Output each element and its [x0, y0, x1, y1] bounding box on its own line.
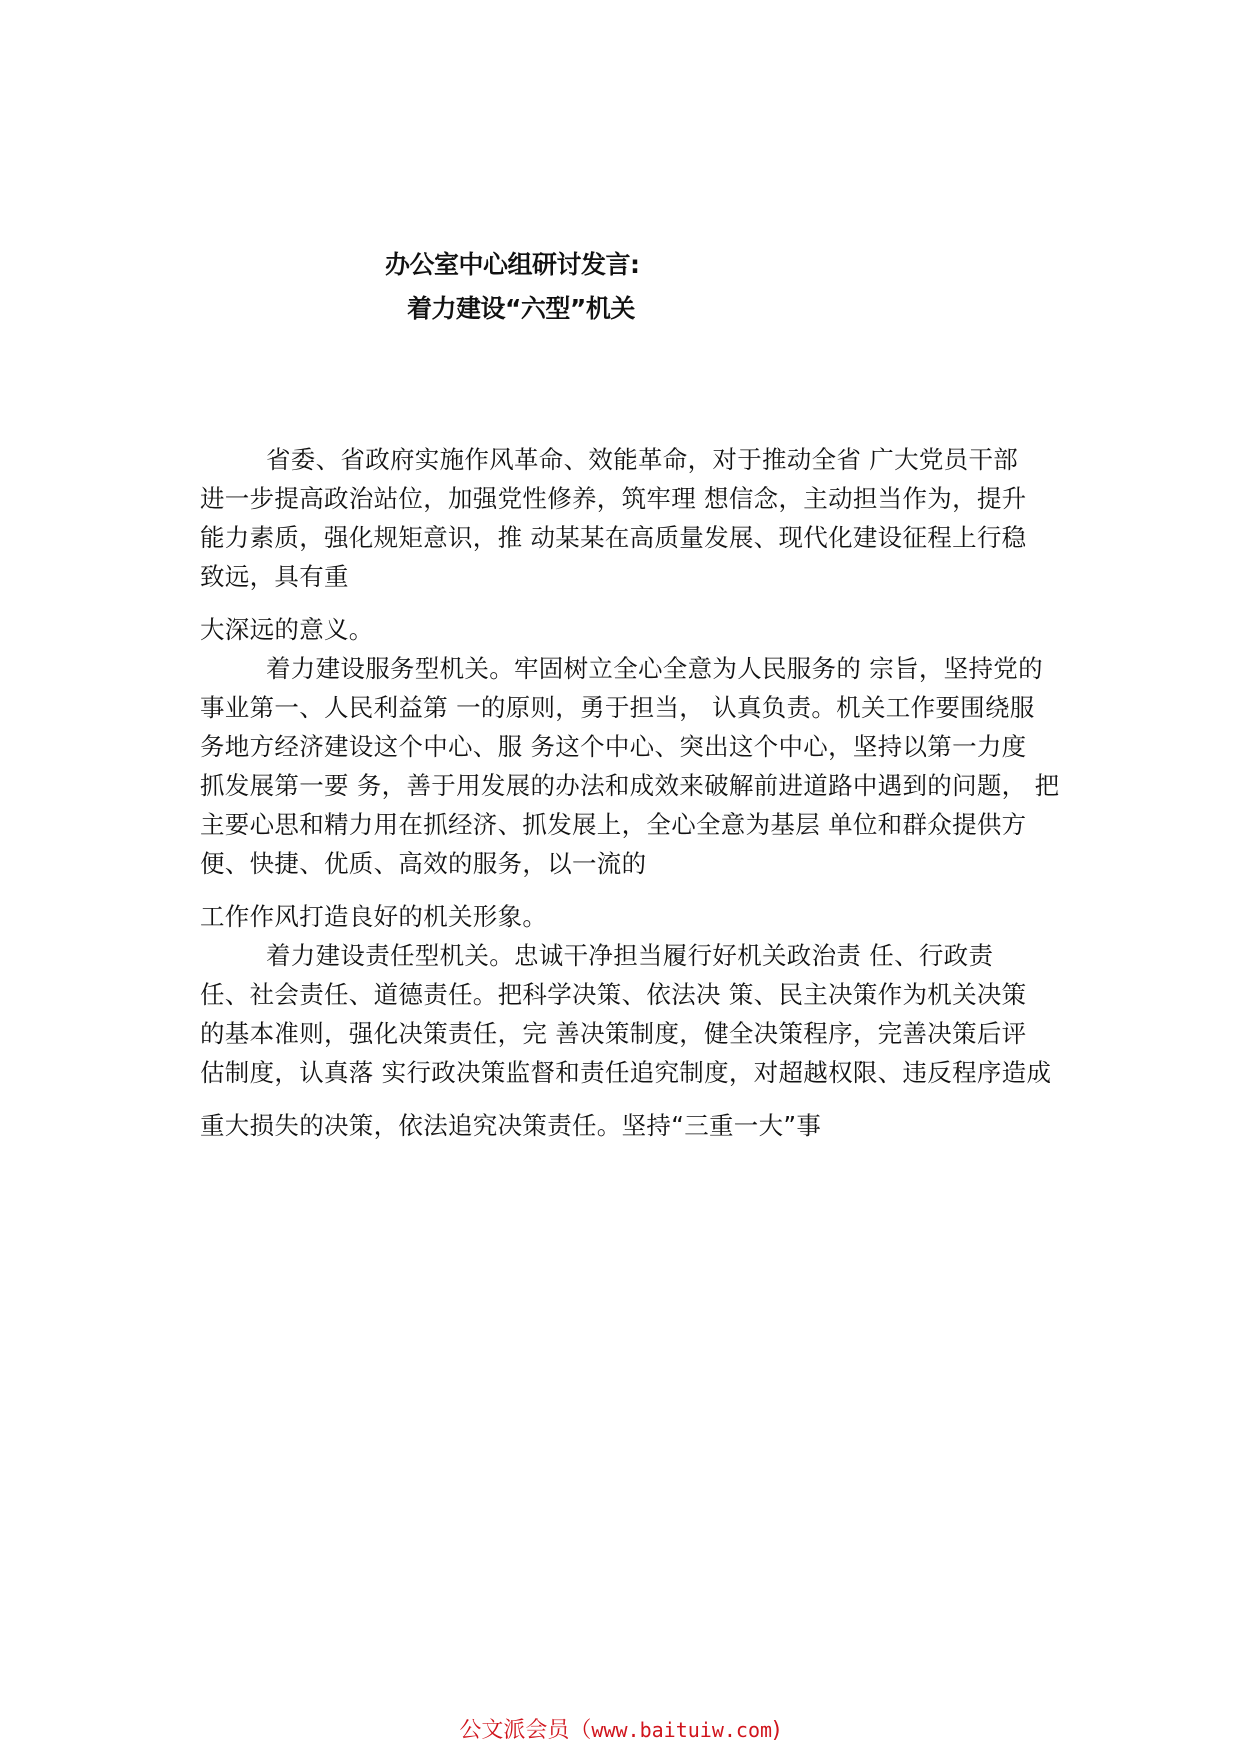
- body-line: 务地方经济建设这个中心、服 务这个中心、突出这个中心，坚持以第一力度: [200, 732, 1027, 761]
- body-line: 任、社会责任、道德责任。把科学决策、依法决 策、民主决策作为机关决策: [200, 980, 1027, 1009]
- footer-paren-close: ): [772, 1718, 781, 1743]
- title-line-2: 着力建设“六型”机关: [407, 294, 635, 323]
- body-line: 大深远的意义。: [200, 615, 374, 644]
- body-line: 着力建设责任型机关。忠诚干净担当履行好机关政治责 任、行政责: [266, 941, 994, 970]
- title-line-1: 办公室中心组研讨发言:: [385, 250, 640, 279]
- body-line: 的基本准则，强化决策责任，完 善决策制度，健全决策程序，完善决策后评: [200, 1019, 1027, 1048]
- footer-paren-open: （: [569, 1718, 592, 1743]
- body-line: 着力建设服务型机关。牢固树立全心全意为人民服务的 宗旨，坚持党的: [266, 654, 1043, 683]
- body-line: 能力素质，强化规矩意识，推 动某某在高质量发展、现代化建设征程上行稳: [200, 523, 1027, 552]
- body-line: 重大损失的决策，依法追究决策责任。坚持“三重一大”事: [200, 1111, 822, 1140]
- body-line: 工作作风打造良好的机关形象。: [200, 902, 548, 931]
- body-line: 抓发展第一要 务，善于用发展的办法和成效来破解前进道路中遇到的问题， 把: [200, 771, 1060, 800]
- document-body: [200, 440, 1080, 1145]
- body-line: 省委、省政府实施作风革命、效能革命，对于推动全省 广大党员干部: [266, 445, 1019, 474]
- body-line: 主要心思和精力用在抓经济、抓发展上，全心全意为基层 单位和群众提供方: [200, 810, 1027, 839]
- body-line: 事业第一、人民利益第 一的原则，勇于担当， 认真负责。机关工作要围绕服: [200, 693, 1035, 722]
- footer-watermark: [0, 1713, 1240, 1744]
- body-line: 进一步提高政治站位，加强党性修养，筑牢理 想信念，主动担当作为，提升: [200, 484, 1027, 513]
- document-title: [385, 243, 640, 331]
- footer-label: 公文派会员: [459, 1718, 570, 1743]
- body-line: 便、快捷、优质、高效的服务，以一流的: [200, 849, 647, 878]
- footer-url-link[interactable]: www.baituiw.com: [591, 1718, 773, 1742]
- body-line: 致远，具有重: [200, 562, 349, 591]
- body-line: 估制度，认真落 实行政决策监督和责任追究制度，对超越权限、违反程序造成: [200, 1058, 1052, 1087]
